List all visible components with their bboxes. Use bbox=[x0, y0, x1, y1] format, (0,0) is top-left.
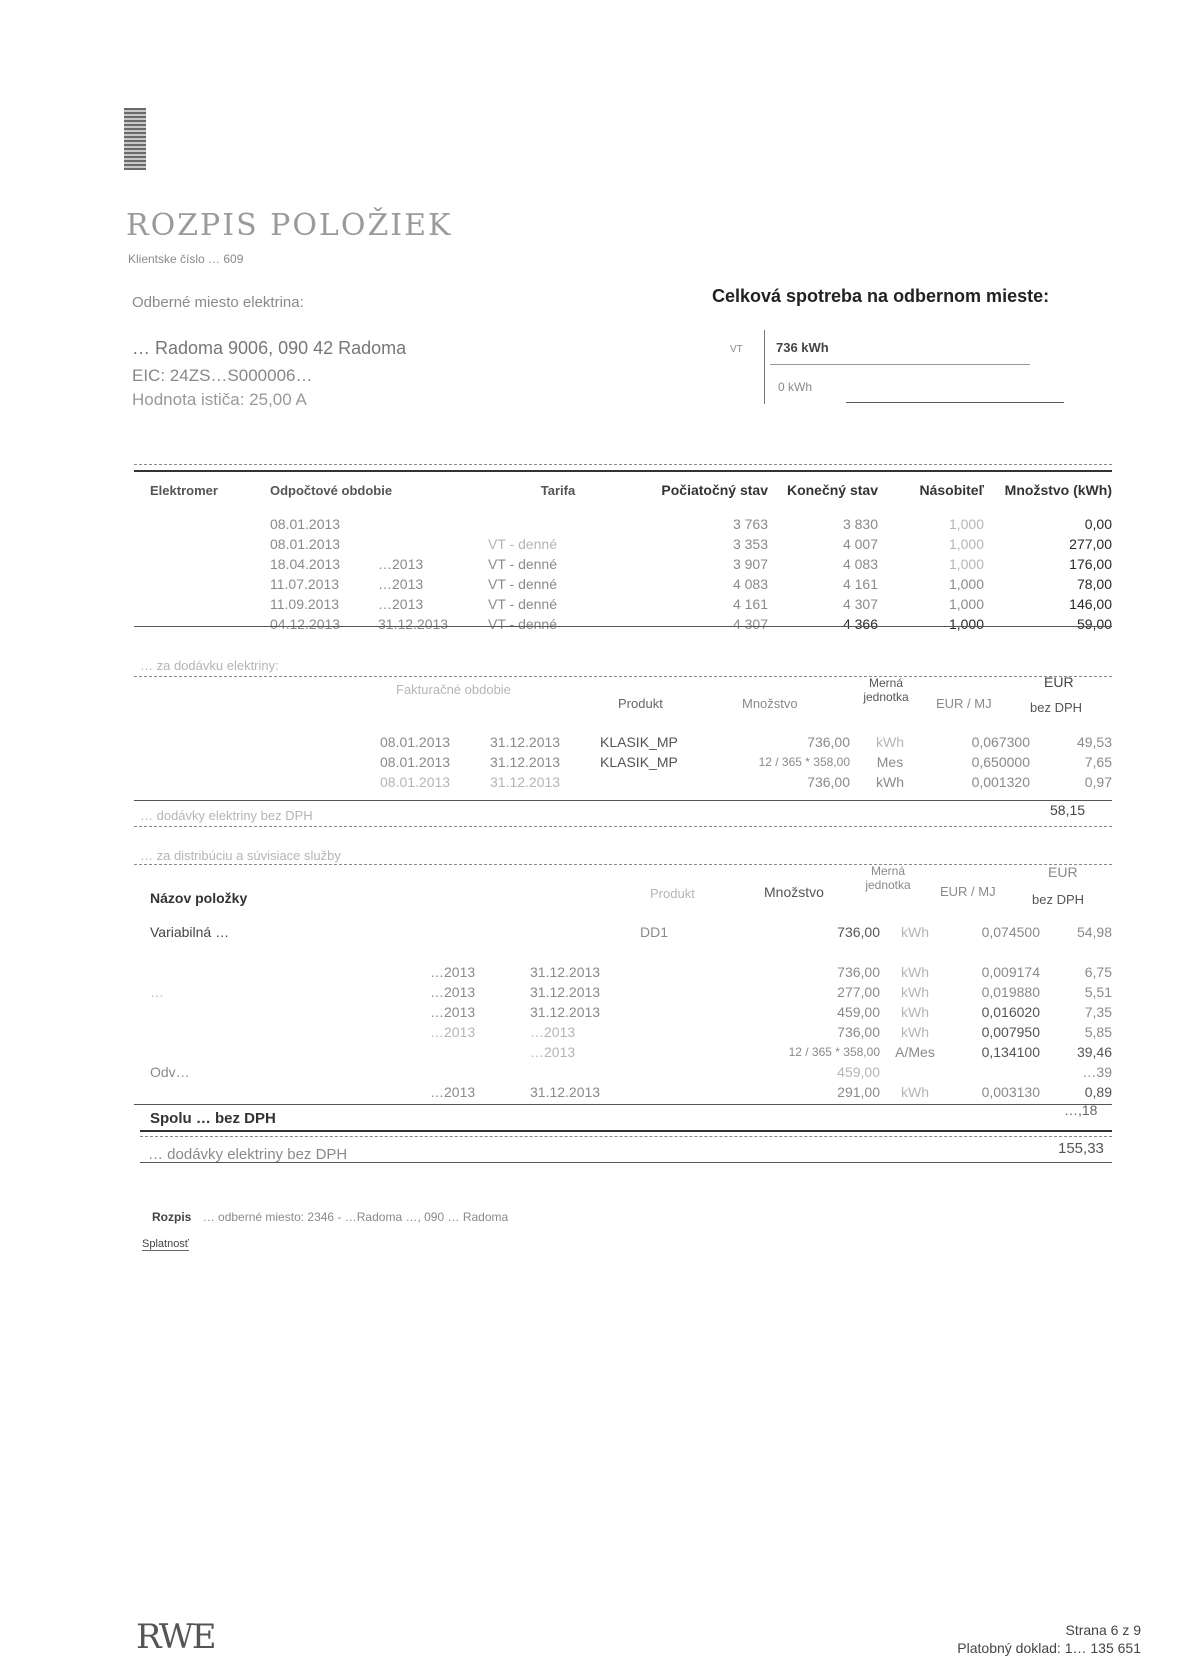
distribution-to: …2013 bbox=[530, 1024, 576, 1040]
distribution-qty: 12 / 365 * 358,00 bbox=[788, 1045, 880, 1059]
supply-product: KLASIK_MP bbox=[600, 754, 678, 770]
meter-end: 4 161 bbox=[842, 576, 878, 592]
distribution-qty: 291,00 bbox=[837, 1084, 880, 1100]
distribution-name bbox=[150, 1082, 430, 1102]
distribution-unit: A/Mes bbox=[895, 1044, 935, 1060]
distribution-product bbox=[640, 942, 740, 962]
document-title: ROZPIS POLOŽIEK bbox=[126, 208, 453, 243]
supply-caption: … za dodávku elektriny: bbox=[140, 658, 279, 673]
distribution-price: 0,074500 bbox=[981, 924, 1040, 940]
supply-to: 31.12.2013 bbox=[490, 734, 561, 750]
meter-tariff bbox=[488, 514, 628, 534]
distribution-unit: kWh bbox=[901, 1024, 929, 1040]
supply-header-product: Produkt bbox=[618, 696, 663, 711]
distribution-row bbox=[150, 1002, 1112, 1022]
distribution-from: …2013 bbox=[430, 964, 476, 980]
distribution-price: 0,019880 bbox=[981, 984, 1040, 1000]
distribution-from bbox=[430, 1042, 530, 1062]
distribution-from: …2013 bbox=[430, 1004, 476, 1020]
summary-vt-label: VT bbox=[730, 344, 743, 355]
summary-vt-value: 736 kWh bbox=[776, 340, 829, 355]
supply-header-period: Fakturačné obdobie bbox=[396, 682, 511, 697]
supply-total: 58,15 bbox=[1050, 802, 1086, 818]
supply-top-rule bbox=[134, 676, 1112, 677]
distribution-price bbox=[950, 942, 1040, 962]
meter-tariff: VT - denné bbox=[488, 556, 558, 572]
supply-eur: 7,65 bbox=[1084, 754, 1112, 770]
supply-to: 31.12.2013 bbox=[490, 754, 561, 770]
meter-table-top-rule bbox=[134, 464, 1112, 465]
distribution-product bbox=[640, 962, 740, 982]
distribution-to bbox=[530, 922, 640, 942]
meter-to: …2013 bbox=[378, 596, 424, 612]
distribution-product bbox=[640, 982, 740, 1002]
distribution-name bbox=[150, 942, 430, 962]
distribution-row bbox=[150, 1022, 1112, 1042]
meter-qty: 0,00 bbox=[1084, 516, 1112, 532]
supply-header-eur: EUR bbox=[1044, 674, 1074, 690]
distribution-header-unit: Merná jednotka bbox=[865, 864, 911, 892]
meter-to bbox=[378, 514, 488, 534]
distribution-eur: 0,89 bbox=[1084, 1084, 1112, 1100]
meter-row bbox=[150, 554, 1112, 574]
distribution-to: …2013 bbox=[530, 1044, 576, 1060]
distribution-unit: kWh bbox=[901, 964, 929, 980]
meter-mult: 1,000 bbox=[948, 576, 984, 592]
distribution-qty: 459,00 bbox=[837, 1004, 880, 1020]
meter-table-header-rule bbox=[134, 470, 1112, 472]
supply-product: KLASIK_MP bbox=[600, 734, 678, 750]
distribution-eur: 5,85 bbox=[1084, 1024, 1112, 1040]
distribution-to: 31.12.2013 bbox=[530, 984, 601, 1000]
distribution-sum-rule bbox=[134, 1104, 1112, 1105]
distribution-qty: 736,00 bbox=[837, 1024, 880, 1040]
distribution-row bbox=[150, 962, 1112, 982]
meter-mult: 1,000 bbox=[948, 616, 984, 632]
customer-line-1: Odberné miesto elektrina: bbox=[132, 294, 304, 311]
supply-unit: Mes bbox=[876, 754, 904, 770]
distribution-from bbox=[430, 942, 530, 962]
meter-qty: 78,00 bbox=[1076, 576, 1112, 592]
distribution-qty: 736,00 bbox=[837, 964, 880, 980]
distribution-unit: kWh bbox=[901, 924, 929, 940]
meter-header-start: Počiatočný stav bbox=[661, 482, 768, 498]
grand-total: 155,33 bbox=[1058, 1140, 1104, 1157]
notes-line-1-text: … odberné miesto: 2346 - …Radoma …, 090 … Radoma bbox=[202, 1210, 509, 1224]
distribution-name: Odv… bbox=[150, 1064, 190, 1080]
distribution-eur: 39,46 bbox=[1076, 1044, 1112, 1060]
grand-total-rule bbox=[140, 1162, 1112, 1163]
customer-eic: EIC: 24ZS…S000006… bbox=[132, 366, 313, 385]
meter-mult: 1,000 bbox=[948, 516, 984, 532]
meter-table-bottom-rule bbox=[134, 626, 1112, 627]
distribution-to bbox=[530, 1062, 640, 1082]
supply-from: 08.01.2013 bbox=[380, 734, 451, 750]
meter-qty: 146,00 bbox=[1069, 596, 1112, 612]
distribution-qty: 277,00 bbox=[837, 984, 880, 1000]
payment-document-number: Platobný doklad: 1… 135 651 bbox=[957, 1640, 1141, 1656]
meter-end: 4 007 bbox=[842, 536, 878, 552]
supply-price: 0,067300 bbox=[971, 734, 1030, 750]
meter-header-period: Odpočtové obdobie bbox=[270, 482, 393, 498]
supply-header-eur-sub: bez DPH bbox=[1030, 700, 1083, 715]
meter-id bbox=[150, 574, 270, 594]
distribution-row bbox=[150, 1042, 1112, 1062]
meter-header-tariff: Tarifa bbox=[540, 482, 576, 498]
distribution-name: … bbox=[150, 984, 164, 1000]
summary-divider bbox=[770, 364, 1030, 365]
distribution-top-rule bbox=[134, 864, 1112, 865]
meter-start: 4 161 bbox=[732, 596, 768, 612]
distribution-name bbox=[150, 1002, 430, 1022]
distribution-price bbox=[950, 1062, 1040, 1082]
distribution-unit bbox=[880, 1062, 950, 1082]
distribution-price: 0,009174 bbox=[981, 964, 1040, 980]
supply-product bbox=[600, 772, 710, 792]
meter-mult: 1,000 bbox=[948, 596, 984, 612]
meter-start: 3 763 bbox=[732, 516, 768, 532]
meter-id bbox=[150, 594, 270, 614]
distribution-product bbox=[640, 1082, 740, 1102]
supply-row bbox=[150, 772, 1112, 792]
distribution-total-rule bbox=[140, 1130, 1112, 1132]
meter-from: 04.12.2013 bbox=[270, 616, 341, 632]
meter-to bbox=[378, 534, 488, 554]
distribution-eur: 7,35 bbox=[1084, 1004, 1112, 1020]
supply-row bbox=[150, 752, 1112, 772]
distribution-eur: 54,98 bbox=[1076, 924, 1112, 940]
meter-qty: 277,00 bbox=[1069, 536, 1112, 552]
distribution-header-eur-sub: bez DPH bbox=[1032, 892, 1085, 907]
distribution-total: …,18 bbox=[1064, 1102, 1098, 1118]
distribution-eur: 6,75 bbox=[1084, 964, 1112, 980]
supply-header-qty: Množstvo bbox=[742, 696, 798, 711]
supply-header-unit: Merná jednotka bbox=[863, 676, 909, 704]
distribution-from: …2013 bbox=[430, 1084, 476, 1100]
meter-id bbox=[150, 554, 270, 574]
distribution-unit bbox=[880, 942, 950, 962]
distribution-total-label: Spolu … bez DPH bbox=[150, 1110, 276, 1127]
distribution-row bbox=[150, 942, 1112, 962]
distribution-from: …2013 bbox=[430, 984, 476, 1000]
meter-row bbox=[150, 614, 1112, 634]
meter-from: 08.01.2013 bbox=[270, 516, 341, 532]
distribution-name: Variabilná … bbox=[150, 924, 230, 940]
distribution-unit: kWh bbox=[901, 984, 929, 1000]
distribution-unit: kWh bbox=[901, 1084, 929, 1100]
supply-from: 08.01.2013 bbox=[380, 754, 451, 770]
meter-to: …2013 bbox=[378, 576, 424, 592]
supply-unit: kWh bbox=[876, 734, 904, 750]
meter-tariff: VT - denné bbox=[488, 536, 558, 552]
supply-name bbox=[150, 732, 380, 752]
grand-total-label: … dodávky elektriny bez DPH bbox=[148, 1146, 348, 1163]
notes-line-1 bbox=[152, 1210, 508, 1224]
supply-name bbox=[150, 752, 380, 772]
distribution-row bbox=[150, 1082, 1112, 1102]
supply-to: 31.12.2013 bbox=[490, 774, 561, 790]
meter-header-multiplier: Násobiteľ bbox=[919, 482, 984, 498]
meter-row bbox=[150, 514, 1112, 534]
summary-box bbox=[764, 330, 765, 404]
meter-id bbox=[150, 614, 270, 634]
supply-unit: kWh bbox=[876, 774, 904, 790]
meter-from: 08.01.2013 bbox=[270, 536, 341, 552]
supply-row bbox=[150, 732, 1112, 752]
distribution-price: 0,016020 bbox=[981, 1004, 1040, 1020]
meter-start: 3 907 bbox=[732, 556, 768, 572]
distribution-header-product: Produkt bbox=[650, 886, 695, 901]
supply-eur: 0,97 bbox=[1084, 774, 1112, 790]
meter-tariff: VT - denné bbox=[488, 616, 558, 632]
meter-end: 4 366 bbox=[842, 616, 878, 632]
distribution-qty: 459,00 bbox=[837, 1064, 880, 1080]
distribution-product: DD1 bbox=[640, 924, 669, 940]
meter-mult: 1,000 bbox=[948, 536, 984, 552]
distribution-dash-rule bbox=[140, 1136, 1112, 1137]
meter-tariff: VT - denné bbox=[488, 596, 558, 612]
distribution-price: 0,134100 bbox=[981, 1044, 1040, 1060]
distribution-price: 0,003130 bbox=[981, 1084, 1040, 1100]
customer-breaker: Hodnota ističa: 25,00 A bbox=[132, 390, 307, 409]
supply-header-price: EUR / MJ bbox=[936, 696, 992, 711]
distribution-to: 31.12.2013 bbox=[530, 1004, 601, 1020]
distribution-eur: 5,51 bbox=[1084, 984, 1112, 1000]
meter-header-quantity: Množstvo (kWh) bbox=[1004, 482, 1112, 498]
supply-sum-rule bbox=[134, 800, 1112, 801]
meter-table bbox=[150, 480, 1112, 634]
distribution-name bbox=[150, 1022, 430, 1042]
distribution-row bbox=[150, 922, 1112, 942]
meter-to: …2013 bbox=[378, 556, 424, 572]
meter-row bbox=[150, 594, 1112, 614]
distribution-product bbox=[640, 1022, 740, 1042]
meter-table-header bbox=[150, 480, 1112, 500]
meter-id bbox=[150, 534, 270, 554]
customer-address: … Radoma 9006, 090 42 Radoma bbox=[132, 338, 407, 358]
supply-total-label: … dodávky elektriny bez DPH bbox=[140, 808, 313, 823]
meter-qty: 176,00 bbox=[1069, 556, 1112, 572]
distribution-header-qty: Množstvo bbox=[764, 884, 824, 900]
summary-title: Celková spotreba na odbernom mieste: bbox=[712, 286, 1050, 306]
distribution-qty: 736,00 bbox=[837, 924, 880, 940]
meter-start: 3 353 bbox=[732, 536, 768, 552]
supply-bottom-rule bbox=[134, 826, 1112, 827]
footer-logo: RWE bbox=[136, 1617, 215, 1657]
notes-line-1-label: Rozpis bbox=[152, 1210, 192, 1224]
meter-row bbox=[150, 534, 1112, 554]
distribution-from bbox=[430, 1062, 530, 1082]
distribution-header-eur: EUR bbox=[1048, 864, 1078, 880]
meter-start: 4 083 bbox=[732, 576, 768, 592]
meter-row bbox=[150, 574, 1112, 594]
distribution-from: …2013 bbox=[430, 1024, 476, 1040]
distribution-to bbox=[530, 942, 640, 962]
distribution-row bbox=[150, 982, 1112, 1002]
account-line: Klientske číslo … 609 bbox=[128, 252, 244, 266]
distribution-price: 0,007950 bbox=[981, 1024, 1040, 1040]
distribution-qty bbox=[740, 942, 880, 962]
supply-qty: 736,00 bbox=[807, 734, 850, 750]
page-number: Strana 6 z 9 bbox=[1065, 1622, 1141, 1638]
notes-line-2 bbox=[142, 1238, 197, 1250]
meter-from: 18.04.2013 bbox=[270, 556, 341, 572]
distribution-eur: …39 bbox=[1082, 1064, 1112, 1080]
distribution-to: 31.12.2013 bbox=[530, 964, 601, 980]
distribution-name bbox=[150, 1042, 430, 1062]
distribution-header-name: Názov položky bbox=[150, 890, 248, 906]
meter-header-meter: Elektromer bbox=[150, 482, 218, 498]
meter-from: 11.07.2013 bbox=[270, 576, 340, 592]
supply-qty: 736,00 bbox=[807, 774, 850, 790]
supply-from: 08.01.2013 bbox=[380, 774, 451, 790]
meter-end: 4 307 bbox=[842, 596, 878, 612]
notes-due-label: Splatnosť bbox=[142, 1238, 189, 1250]
distribution-from bbox=[430, 922, 530, 942]
distribution-eur bbox=[1040, 942, 1112, 962]
supply-table bbox=[150, 732, 1112, 792]
supply-name bbox=[150, 772, 380, 792]
distribution-to: 31.12.2013 bbox=[530, 1084, 601, 1100]
meter-end: 3 830 bbox=[842, 516, 878, 532]
meter-to: 31.12.2013 bbox=[378, 616, 449, 632]
distribution-unit: kWh bbox=[901, 1004, 929, 1020]
meter-end: 4 083 bbox=[842, 556, 878, 572]
distribution-caption: … za distribúciu a súvisiace služby bbox=[140, 848, 341, 863]
distribution-row bbox=[150, 1062, 1112, 1082]
meter-qty: 59,00 bbox=[1076, 616, 1112, 632]
meter-header-end: Konečný stav bbox=[786, 482, 878, 498]
supply-price: 0,001320 bbox=[971, 774, 1030, 790]
distribution-product bbox=[640, 1002, 740, 1022]
distribution-product bbox=[640, 1042, 740, 1062]
distribution-header-price: EUR / MJ bbox=[940, 884, 996, 899]
company-logo-mark bbox=[124, 108, 146, 170]
supply-qty: 12 / 365 * 358,00 bbox=[758, 755, 850, 769]
meter-from: 11.09.2013 bbox=[270, 596, 340, 612]
meter-id bbox=[150, 514, 270, 534]
supply-eur: 49,53 bbox=[1076, 734, 1112, 750]
distribution-name bbox=[150, 962, 430, 982]
summary-nt-value: 0 kWh bbox=[778, 380, 813, 394]
distribution-table bbox=[150, 922, 1112, 1102]
distribution-product bbox=[640, 1062, 740, 1082]
summary-underline bbox=[846, 402, 1064, 403]
meter-start: 4 307 bbox=[732, 616, 768, 632]
meter-mult: 1,000 bbox=[948, 556, 984, 572]
meter-tariff: VT - denné bbox=[488, 576, 558, 592]
supply-price: 0,650000 bbox=[971, 754, 1030, 770]
